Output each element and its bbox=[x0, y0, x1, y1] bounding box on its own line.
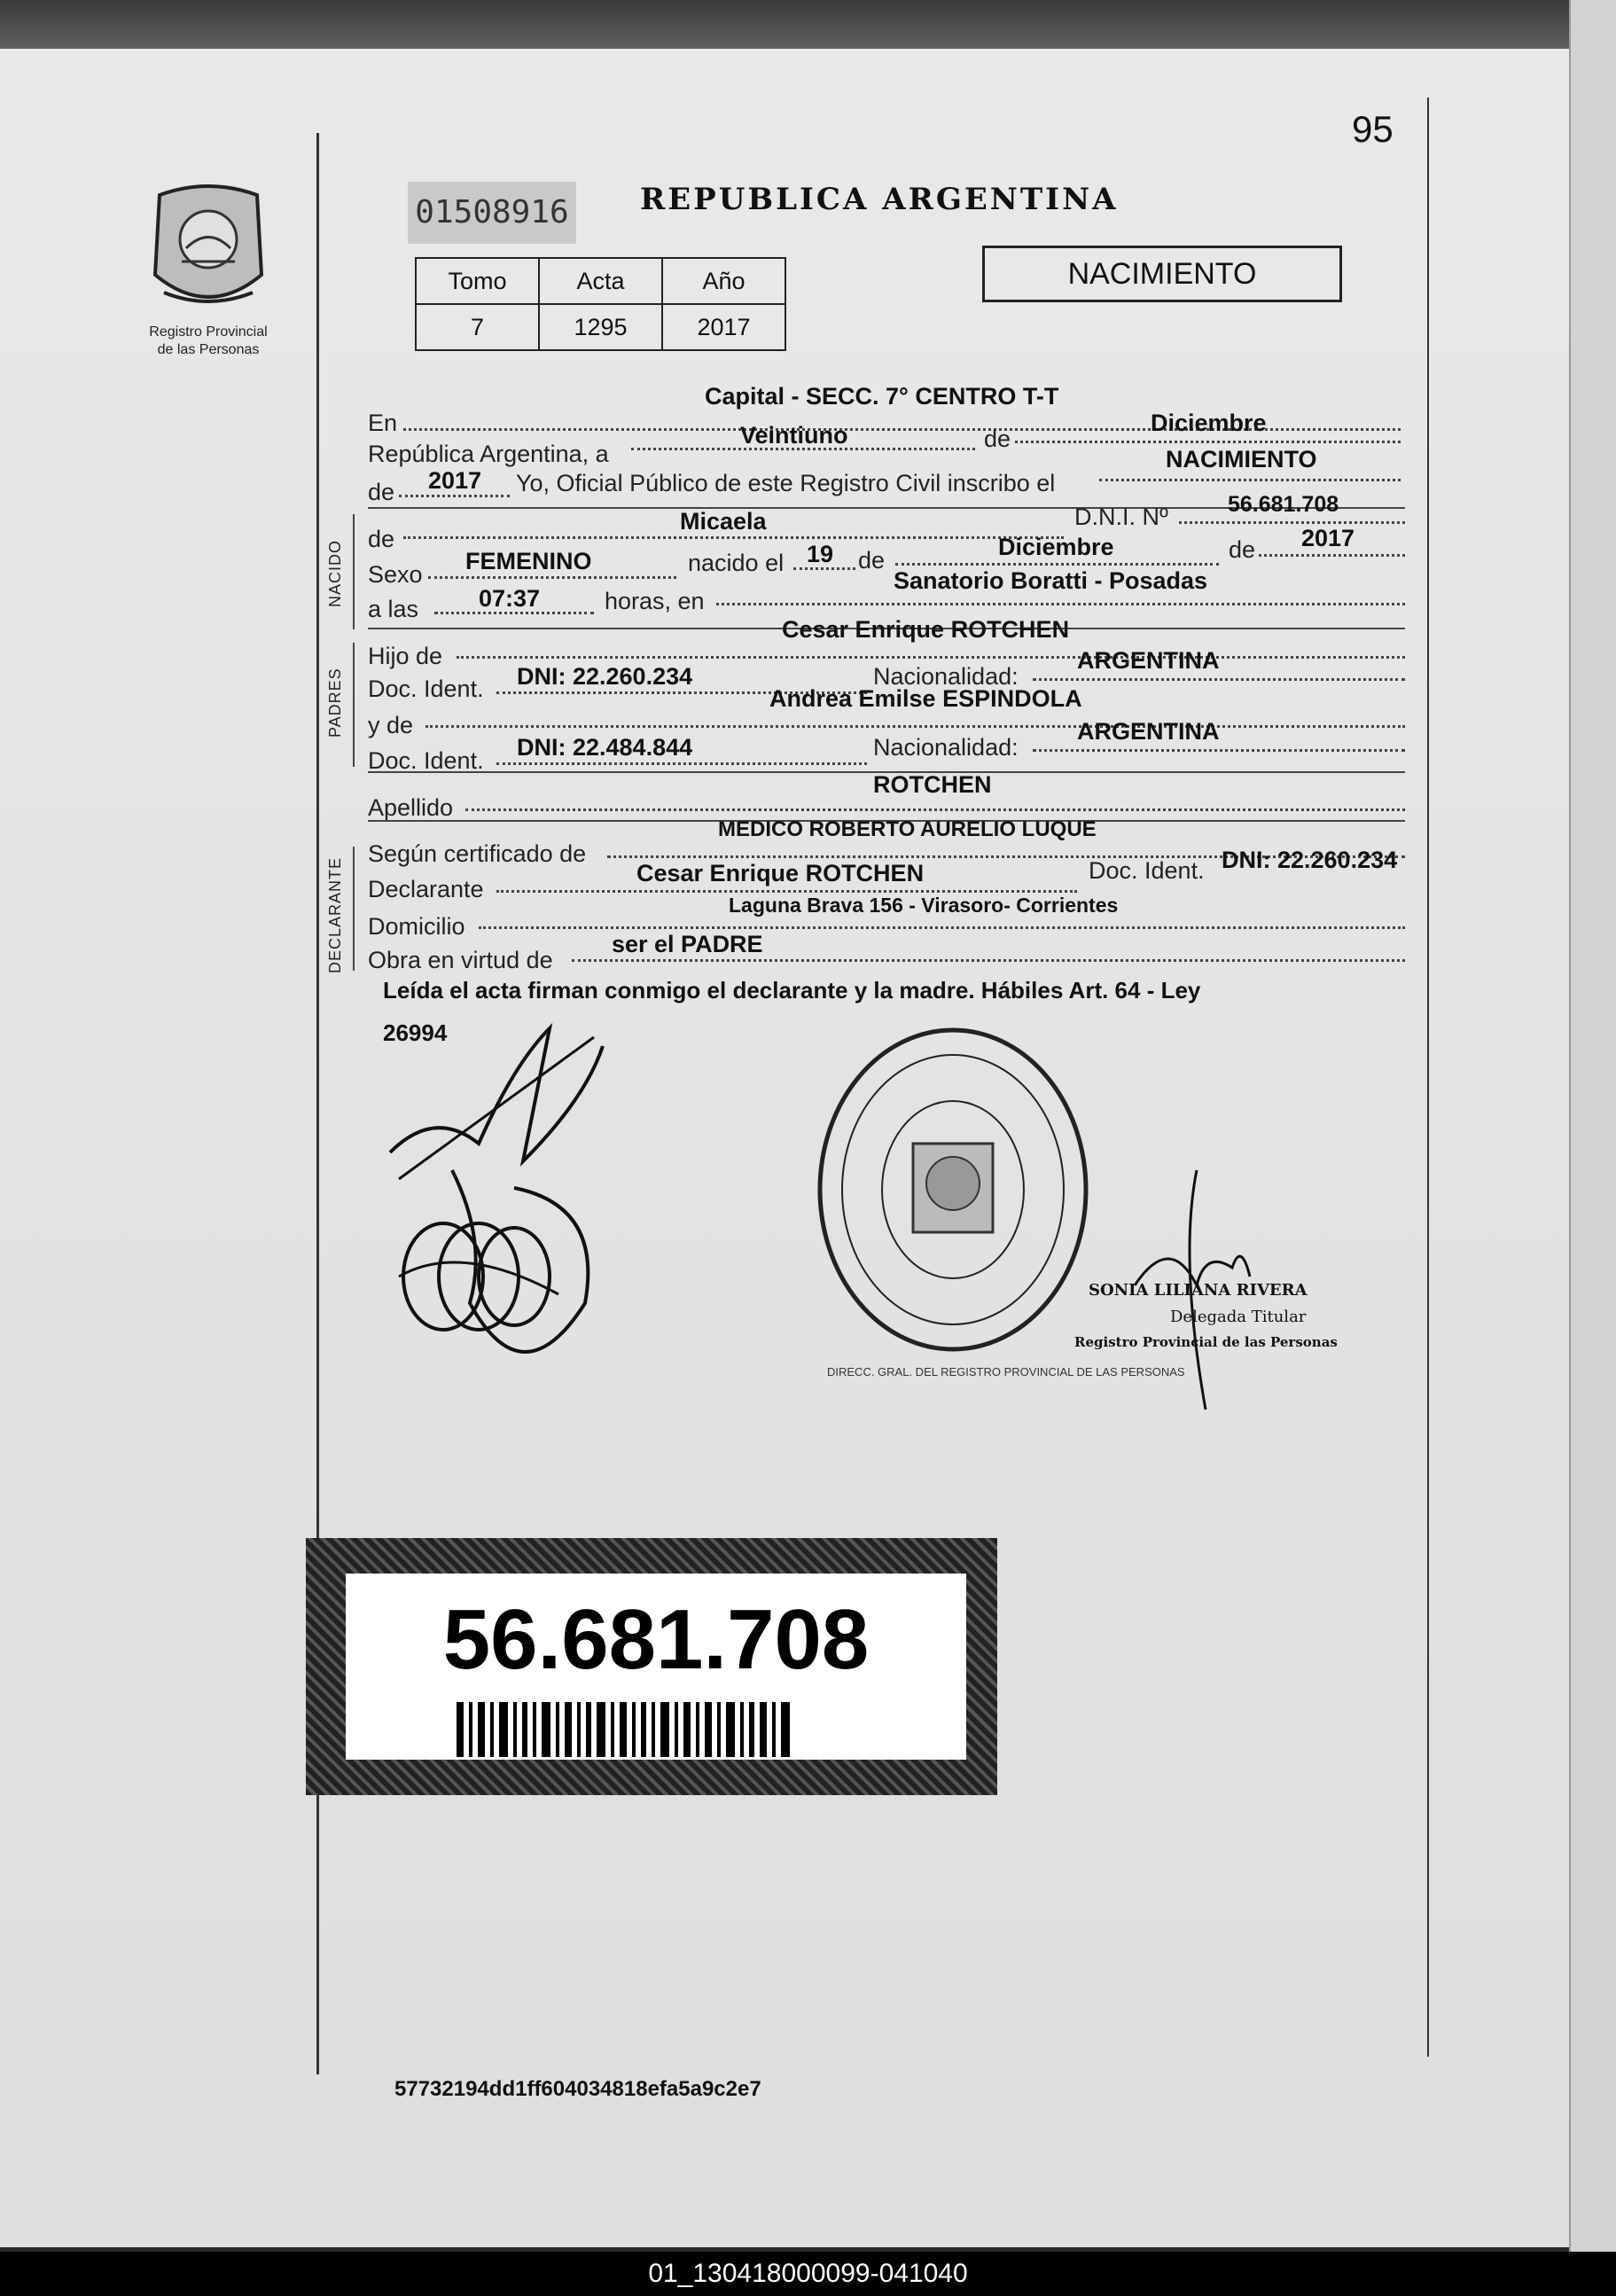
month-dotline bbox=[1015, 441, 1401, 443]
registry-header-anio: Año bbox=[662, 258, 785, 304]
barcode-number: 56.681.708 bbox=[442, 1592, 870, 1687]
de3-label: de bbox=[368, 526, 395, 552]
logo-caption-line1: Registro Provincial bbox=[149, 324, 268, 340]
decl-dni-value: DNI: 22.260.234 bbox=[1222, 847, 1398, 873]
registry-header-row bbox=[416, 258, 785, 304]
certificado-value: MEDICO ROBERTO AURELIO LUQUE bbox=[718, 817, 1097, 841]
declarante-label: Declarante bbox=[368, 876, 484, 902]
registry-table bbox=[415, 257, 786, 351]
official-title: Delegada Titular bbox=[1170, 1308, 1307, 1326]
hijo-label: Hijo de bbox=[368, 643, 443, 669]
de4-label: de bbox=[858, 547, 886, 574]
de-label: de bbox=[984, 426, 1011, 452]
document-type-box: NACIMIENTO bbox=[982, 246, 1342, 302]
hash-code: 57732194dd1ff604034818efa5a9c2e7 bbox=[394, 2077, 761, 2101]
adjacent-page bbox=[1569, 0, 1616, 2252]
registry-value-tomo: 7 bbox=[416, 304, 539, 350]
official-stamp bbox=[811, 1019, 1095, 1361]
padre-dni-value: DNI: 22.260.234 bbox=[517, 663, 693, 690]
de2-label: de bbox=[368, 479, 395, 505]
barcode-inner bbox=[346, 1574, 966, 1760]
section-label-nacido: NACIDO bbox=[326, 539, 344, 607]
nombre-dotline bbox=[403, 536, 1064, 539]
year-value: 2017 bbox=[428, 467, 482, 494]
registry-value-anio: 2017 bbox=[662, 304, 785, 350]
section-label-padres: PADRES bbox=[326, 668, 344, 738]
stamp-outer-text: DIRECC. GRAL. DEL REGISTRO PROVINCIAL DE LAS PERSONAS bbox=[827, 1365, 1185, 1378]
sexo-label: Sexo bbox=[368, 561, 423, 588]
sexo-dotline bbox=[428, 576, 676, 579]
oficial-text: Yo, Oficial Público de este Registro Civil inscribo el bbox=[516, 470, 1056, 496]
madre-nac-value: ARGENTINA bbox=[1077, 718, 1220, 745]
en-value: Capital - SECC. 7° CENTRO T-T bbox=[705, 383, 1059, 410]
decl-doc-label: Doc. Ident. bbox=[1089, 857, 1205, 884]
nac-dia-value: 19 bbox=[807, 541, 834, 567]
nac-mes-value: Diciembre bbox=[998, 534, 1114, 560]
official-office: Registro Provincial de las Personas bbox=[1074, 1334, 1338, 1350]
padre-nac-dotline bbox=[1033, 678, 1405, 681]
padre-nac-value: ARGENTINA bbox=[1077, 647, 1220, 674]
domicilio-label: Domicilio bbox=[368, 913, 465, 940]
obra-label: Obra en virtud de bbox=[368, 947, 553, 973]
apellido-value: ROTCHEN bbox=[873, 771, 992, 798]
madre-value: Andrea Emilse ESPINDOLA bbox=[769, 685, 1082, 712]
obra-dotline bbox=[572, 959, 1405, 962]
padre-doc-label: Doc. Ident. bbox=[368, 676, 484, 702]
nac-anio-value: 2017 bbox=[1301, 525, 1355, 551]
section-label-declarante: DECLARANTE bbox=[326, 856, 344, 973]
inscribo-dotline bbox=[1099, 479, 1401, 481]
nacido-label: nacido el bbox=[688, 550, 785, 576]
madre-nac-dotline bbox=[1033, 749, 1405, 752]
registry-header-acta: Acta bbox=[539, 258, 662, 304]
month-value: Diciembre bbox=[1151, 410, 1267, 436]
declarante-signature bbox=[381, 1011, 629, 1383]
padre-nac-label: Nacionalidad: bbox=[873, 663, 1019, 690]
closing-text-line2: 26994 bbox=[383, 1019, 448, 1046]
apellido-dotline bbox=[465, 808, 1405, 811]
closing-text-line1: Leída el acta firman conmigo el declarante y la madre. Hábiles Art. 64 - Ley bbox=[383, 977, 1201, 1004]
madre-dotline bbox=[425, 725, 1405, 728]
hora-value: 07:37 bbox=[479, 585, 541, 612]
footer-id: 01_130418000099-041040 bbox=[0, 2252, 1616, 2296]
document-page bbox=[0, 49, 1600, 2247]
segun-label: Según certificado de bbox=[368, 840, 587, 867]
republica-label: República Argentina, a bbox=[368, 441, 609, 467]
yde-label: y de bbox=[368, 712, 414, 738]
nacido-section-bar bbox=[353, 514, 355, 629]
registry-value-row bbox=[416, 304, 785, 350]
madre-dni-dotline bbox=[496, 762, 867, 765]
padre-value: Cesar Enrique ROTCHEN bbox=[782, 616, 1070, 643]
obra-value: ser el PADRE bbox=[612, 931, 763, 957]
lugar-value: Sanatorio Boratti - Posadas bbox=[894, 567, 1208, 594]
registry-value-acta: 1295 bbox=[539, 304, 662, 350]
page-number: 95 bbox=[1352, 108, 1394, 150]
de5-label: de bbox=[1229, 536, 1256, 563]
serial-number: 01508916 bbox=[408, 182, 576, 244]
nac-anio-dotline bbox=[1259, 554, 1405, 557]
year-dotline bbox=[399, 495, 510, 497]
padres-section-bar bbox=[353, 643, 355, 767]
lugar-dotline bbox=[716, 603, 1405, 605]
registry-logo bbox=[124, 177, 293, 359]
sexo-value: FEMENINO bbox=[465, 548, 592, 574]
logo-caption-line2: de las Personas bbox=[157, 342, 260, 357]
horas-label: horas, en bbox=[605, 588, 705, 614]
right-margin-line bbox=[1427, 98, 1429, 2057]
padre-dotline bbox=[457, 656, 1405, 659]
official-name: SONIA LILIANA RIVERA bbox=[1089, 1281, 1308, 1300]
barcode-bars bbox=[457, 1702, 795, 1757]
declarante-dotline bbox=[496, 890, 1077, 893]
nac-mes-dotline bbox=[895, 563, 1219, 566]
inscribo-value: NACIMIENTO bbox=[1166, 446, 1317, 472]
registry-header-tomo: Tomo bbox=[416, 258, 539, 304]
apellido-label: Apellido bbox=[368, 794, 454, 821]
dni-label: D.N.I. Nº bbox=[1074, 504, 1168, 530]
domicilio-dotline bbox=[479, 926, 1405, 929]
day-value: Veintiuno bbox=[740, 422, 848, 449]
declarante-section-bar bbox=[353, 847, 355, 971]
provincial-seal-icon bbox=[142, 177, 275, 319]
alas-label: a las bbox=[368, 596, 419, 622]
country-title: REPUBLICA ARGENTINA bbox=[640, 182, 1119, 217]
madre-dni-value: DNI: 22.484.844 bbox=[517, 734, 693, 761]
declarante-value: Cesar Enrique ROTCHEN bbox=[636, 860, 925, 886]
nombre-value: Micaela bbox=[680, 508, 767, 535]
madre-nac-label: Nacionalidad: bbox=[873, 734, 1019, 761]
barcode-sticker bbox=[306, 1538, 997, 1795]
en-label: En bbox=[368, 410, 398, 436]
domicilio-value: Laguna Brava 156 - Virasoro- Corrientes bbox=[729, 894, 1119, 917]
dni-dotline bbox=[1179, 521, 1405, 524]
madre-doc-label: Doc. Ident. bbox=[368, 747, 484, 774]
dni-value: 56.681.708 bbox=[1228, 492, 1339, 517]
